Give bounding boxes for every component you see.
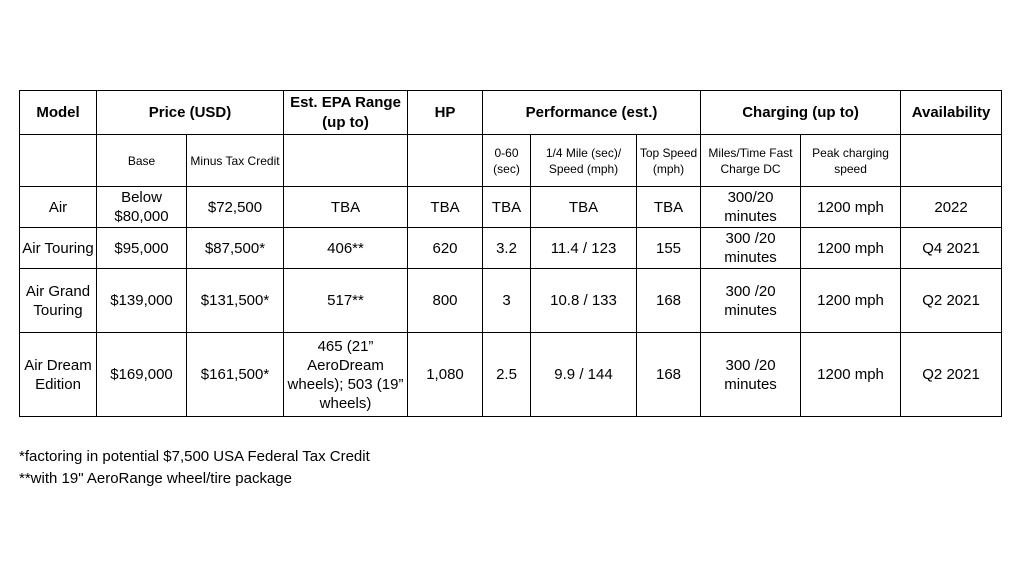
cell-zero-sixty: 3 <box>483 269 531 333</box>
cell-fast-charge: 300 /20 minutes <box>701 333 801 417</box>
cell-top-speed: 168 <box>637 269 701 333</box>
table-row <box>20 269 1002 333</box>
cell-quarter-mile: 10.8 / 133 <box>531 269 637 333</box>
cell-top-speed: 168 <box>637 333 701 417</box>
cell-availability: Q2 2021 <box>901 333 1002 417</box>
subheader-row <box>20 135 1002 187</box>
cell-top-speed: 155 <box>637 228 701 269</box>
header-availability: Availability <box>901 91 1002 135</box>
cell-model: Air Dream Edition <box>20 333 97 417</box>
cell-peak-charging: 1200 mph <box>801 269 901 333</box>
header-price: Price (USD) <box>97 91 284 135</box>
subheader-availability-empty <box>901 135 1002 187</box>
cell-range: 517** <box>284 269 408 333</box>
cell-base-price: $139,000 <box>97 269 187 333</box>
cell-fast-charge: 300 /20 minutes <box>701 269 801 333</box>
footnote-tax-credit: *factoring in potential $7,500 USA Federal Tax Credit <box>19 448 370 465</box>
table-row <box>20 228 1002 269</box>
cell-base-price: $95,000 <box>97 228 187 269</box>
cell-quarter-mile: TBA <box>531 187 637 228</box>
footnotes <box>19 446 370 490</box>
cell-availability: 2022 <box>901 187 1002 228</box>
cell-zero-sixty: TBA <box>483 187 531 228</box>
cell-base-price: Below $80,000 <box>97 187 187 228</box>
header-range: Est. EPA Range (up to) <box>284 91 408 135</box>
cell-quarter-mile: 9.9 / 144 <box>531 333 637 417</box>
cell-zero-sixty: 3.2 <box>483 228 531 269</box>
subheader-range-empty <box>284 135 408 187</box>
cell-minus-tax-price: $87,500* <box>187 228 284 269</box>
cell-quarter-mile: 11.4 / 123 <box>531 228 637 269</box>
cell-zero-sixty: 2.5 <box>483 333 531 417</box>
cell-minus-tax-price: $72,500 <box>187 187 284 228</box>
subheader-base: Base <box>97 135 187 187</box>
cell-minus-tax-price: $161,500* <box>187 333 284 417</box>
cell-hp: 1,080 <box>408 333 483 417</box>
subheader-quarter-mile: 1/4 Mile (sec)/ Speed (mph) <box>531 135 637 187</box>
header-model: Model <box>20 91 97 135</box>
subheader-zero-sixty: 0-60 (sec) <box>483 135 531 187</box>
header-row <box>20 91 1002 135</box>
cell-peak-charging: 1200 mph <box>801 333 901 417</box>
cell-model: Air Grand Touring <box>20 269 97 333</box>
subheader-minus-tax-credit: Minus Tax Credit <box>187 135 284 187</box>
cell-availability: Q4 2021 <box>901 228 1002 269</box>
table-row <box>20 333 1002 417</box>
cell-base-price: $169,000 <box>97 333 187 417</box>
cell-minus-tax-price: $131,500* <box>187 269 284 333</box>
header-charging: Charging (up to) <box>701 91 901 135</box>
spec-comparison-table <box>19 90 1002 417</box>
cell-top-speed: TBA <box>637 187 701 228</box>
cell-range: 406** <box>284 228 408 269</box>
cell-range: 465 (21” AeroDream wheels); 503 (19” wheels) <box>284 333 408 417</box>
cell-range: TBA <box>284 187 408 228</box>
subheader-hp-empty <box>408 135 483 187</box>
cell-availability: Q2 2021 <box>901 269 1002 333</box>
cell-hp: TBA <box>408 187 483 228</box>
cell-hp: 620 <box>408 228 483 269</box>
subheader-model-empty <box>20 135 97 187</box>
cell-peak-charging: 1200 mph <box>801 187 901 228</box>
footnote-wheel-package: **with 19" AeroRange wheel/tire package <box>19 470 292 487</box>
subheader-peak-charging: Peak charging speed <box>801 135 901 187</box>
header-performance: Performance (est.) <box>483 91 701 135</box>
cell-fast-charge: 300 /20 minutes <box>701 228 801 269</box>
cell-model: Air Touring <box>20 228 97 269</box>
cell-hp: 800 <box>408 269 483 333</box>
table-row <box>20 187 1002 228</box>
header-hp: HP <box>408 91 483 135</box>
cell-model: Air <box>20 187 97 228</box>
cell-fast-charge: 300/20 minutes <box>701 187 801 228</box>
subheader-top-speed: Top Speed (mph) <box>637 135 701 187</box>
subheader-fast-charge: Miles/Time Fast Charge DC <box>701 135 801 187</box>
cell-peak-charging: 1200 mph <box>801 228 901 269</box>
